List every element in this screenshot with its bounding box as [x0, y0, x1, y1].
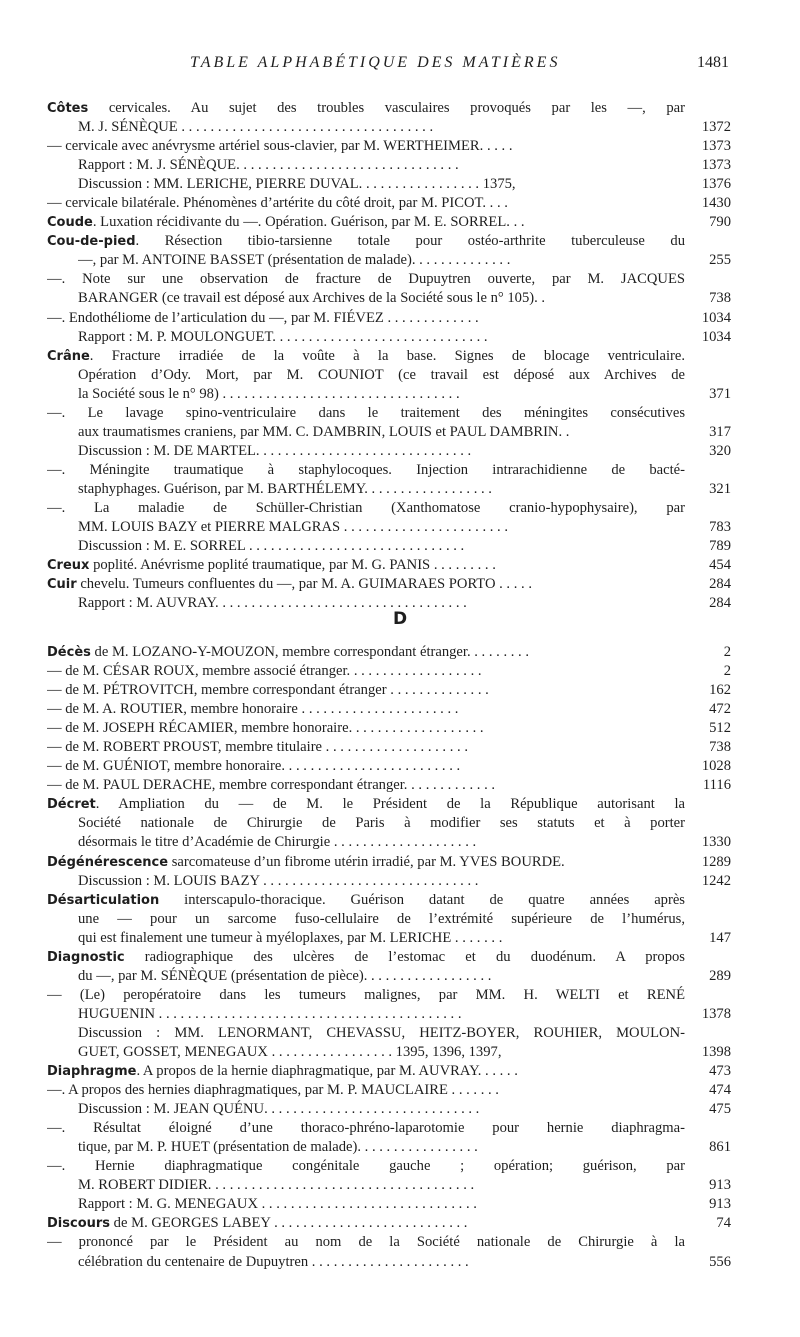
- page-reference: 284: [709, 576, 731, 593]
- index-entry-text: qui est finalement une tumeur à myéloplaxes, par M. LERICHE . . . . . . .: [78, 929, 503, 946]
- index-keyword: Diaphragme: [47, 1064, 137, 1080]
- index-line-text: [78, 480, 679, 499]
- index-line: [47, 385, 731, 404]
- index-line-text: [78, 967, 679, 986]
- index-line: [47, 700, 731, 719]
- index-line-text: [47, 1157, 685, 1176]
- section-letter: D: [392, 609, 408, 629]
- page-reference: 1028: [701, 758, 731, 775]
- index-entry-text: poplité. Anévrisme poplité traumatique, par M. G. PANIS . . . . . . . . .: [89, 557, 496, 574]
- index-entry-text: radiographique des ulcères de l’estomac et du duodénum. A propos: [124, 948, 685, 965]
- index-keyword: Crâne: [47, 348, 90, 364]
- index-line-text: [78, 251, 679, 270]
- index-line: [47, 1100, 731, 1119]
- page-reference: 2: [723, 644, 731, 660]
- index-line-text: [47, 461, 685, 480]
- index-line-text: [47, 575, 679, 594]
- index-entry-text: —. Méningite traumatique à staphylocoques. Injection intrarachidienne de bacté-: [47, 461, 685, 478]
- index-line-text: [78, 1005, 679, 1024]
- index-entry-text: — de M. PAUL DERACHE, membre correspondant étranger. . . . . . . . . . . . .: [47, 777, 496, 794]
- index-entry-text: —. Note sur une observation de fracture de Dupuytren ouverte, par M. JACQUES: [47, 271, 685, 288]
- index-entry-text: interscapulo-thoracique. Guérison datant de quatre années après: [159, 891, 685, 908]
- index-line-text: [78, 328, 679, 347]
- index-line: [47, 518, 731, 537]
- index-entry-text: — cervicale avec anévrysme artériel sous-clavier, par M. WERTHEIMER. . . . .: [47, 138, 513, 155]
- running-header: [0, 54, 800, 74]
- index-entries-d: [47, 643, 731, 1272]
- index-entry-text: —. Hernie diaphragmatique congénitale gauche ; opération; guérison, par: [47, 1158, 685, 1175]
- index-line: [47, 461, 685, 480]
- index-line: [47, 643, 731, 662]
- index-entry-text: — de M. ROBERT PROUST, membre titulaire . . . . . . . . . . . . . . . . . . . .: [47, 739, 468, 756]
- index-entry-text: de M. LOZANO-Y-MOUZON, membre correspondant étranger. . . . . . . . .: [90, 644, 529, 660]
- index-line: [47, 328, 731, 347]
- page-reference: 1372: [701, 119, 731, 136]
- index-entry-text: . Ampliation du — de M. le Président de la République autorisant la: [95, 796, 685, 813]
- index-entry-text: la Société sous le n° 98) . . . . . . . . . . . . . . . . . . . . . . . . . . . . . . . . .: [78, 385, 460, 402]
- page-reference: 913: [709, 1177, 731, 1194]
- page-number: 1481: [697, 54, 729, 71]
- index-line-text: [47, 499, 685, 518]
- index-line-text: [78, 423, 679, 442]
- index-entry-text: MM. LOUIS BAZY et PIERRE MALGRAS . . . . . . . . . . . . . . . . . . . . . . .: [78, 519, 508, 536]
- index-keyword: Décès: [47, 645, 91, 660]
- index-entries-c: [47, 99, 731, 613]
- index-line-text: [47, 776, 679, 795]
- index-keyword: Coude: [47, 215, 93, 231]
- index-entry-text: —. Résultat éloigné d’une thoraco-phréno-laparotomie pour hernie diaphragma-: [47, 1120, 685, 1137]
- page-reference: 473: [709, 1063, 731, 1080]
- index-line: [47, 175, 731, 194]
- index-line: [47, 251, 731, 270]
- index-entry-text: M. J. SÉNÈQUE . . . . . . . . . . . . . . . . . . . . . . . . . . . . . . . . . . .: [78, 119, 434, 136]
- index-keyword: Désarticulation: [47, 892, 160, 908]
- index-line-text: [47, 137, 679, 156]
- page-reference: 475: [709, 1101, 731, 1118]
- index-line: [47, 795, 685, 814]
- index-line: [47, 1214, 731, 1233]
- index-line-text: [47, 1062, 679, 1081]
- index-line-text: [47, 1119, 685, 1138]
- index-entry-text: . Fracture irradiée de la voûte à la base. Signes de blocage ventriculaire.: [89, 347, 685, 364]
- index-entry-text: Discussion : M. DE MARTEL. . . . . . . . . . . . . . . . . . . . . . . . . . . . . .: [78, 442, 472, 459]
- index-line-text: [47, 719, 679, 738]
- page-reference: 162: [709, 682, 731, 699]
- page-reference: 783: [709, 519, 731, 536]
- index-entry-text: —, par M. ANTOINE BASSET (présentation de malade). . . . . . . . . . . . . .: [78, 252, 511, 269]
- index-line: [47, 1253, 731, 1272]
- index-line: [47, 853, 731, 872]
- index-line-text: [47, 662, 679, 681]
- index-entry-text: — de M. CÉSAR ROUX, membre associé étranger. . . . . . . . . . . . . . . . . . .: [47, 663, 482, 680]
- index-line-text: [78, 1253, 679, 1272]
- index-line-text: [47, 99, 685, 118]
- index-entry-text: —. A propos des hernies diaphragmatiques, par M. P. MAUCLAIRE . . . . . . .: [47, 1082, 499, 1099]
- index-line-text: [47, 232, 685, 251]
- page-reference: 1373: [701, 157, 731, 174]
- index-line: [47, 537, 731, 556]
- page-reference: 861: [709, 1139, 731, 1156]
- index-entry-text: Rapport : M. J. SÉNÈQUE. . . . . . . . . . . . . . . . . . . . . . . . . . . . . . .: [78, 157, 459, 174]
- index-line-text: [78, 442, 679, 461]
- index-entry-text: Discussion : M. LOUIS BAZY . . . . . . . . . . . . . . . . . . . . . . . . . . . . . .: [78, 872, 479, 889]
- index-line-text: [78, 366, 685, 385]
- index-line: [47, 1233, 685, 1252]
- index-entry-text: — de M. A. ROUTIER, membre honoraire . . . . . . . . . . . . . . . . . . . . . .: [47, 701, 459, 718]
- index-line-text: [78, 537, 679, 556]
- index-line-text: [47, 948, 685, 967]
- index-line: [47, 757, 731, 776]
- page-reference: 1430: [701, 195, 731, 212]
- index-entry-text: Discussion : M. JEAN QUÉNU. . . . . . . . . . . . . . . . . . . . . . . . . . . . . .: [78, 1101, 480, 1118]
- page-reference: 1330: [701, 834, 731, 851]
- index-line-text: [78, 872, 679, 891]
- index-line-text: [78, 385, 679, 404]
- index-line: [47, 156, 731, 175]
- index-line: [47, 347, 685, 366]
- index-line: [47, 776, 731, 795]
- index-line: [47, 833, 731, 852]
- index-line-text: [47, 795, 685, 814]
- index-entry-text: BARANGER (ce travail est déposé aux Archives de la Société sous le n° 105). .: [78, 290, 546, 307]
- index-line: [47, 99, 685, 118]
- index-line: [47, 213, 731, 232]
- index-line: [47, 423, 731, 442]
- index-line: [47, 1081, 731, 1100]
- index-entry-text: . A propos de la hernie diaphragmatique, par M. AUVRAY. . . . . .: [136, 1063, 518, 1080]
- index-entry-text: désormais le titre d’Académie de Chirurgie . . . . . . . . . . . . . . . . . . . .: [78, 834, 477, 851]
- index-line: [47, 575, 731, 594]
- index-line: [47, 891, 685, 910]
- index-line: [47, 1024, 685, 1043]
- index-line: [47, 814, 685, 833]
- index-keyword: Cou-de-pied: [47, 234, 136, 250]
- index-entry-text: sarcomateuse d’un fibrome utérin irradié, par M. YVES BOURDE.: [168, 853, 565, 870]
- page-reference: 1116: [702, 777, 731, 794]
- page-reference: 320: [709, 442, 731, 459]
- index-entry-text: Discussion : M. E. SORREL . . . . . . . . . . . . . . . . . . . . . . . . . . . . . .: [78, 538, 465, 555]
- index-line: [47, 309, 731, 328]
- page-reference: 556: [709, 1253, 731, 1270]
- index-entry-text: Discussion : MM. LERICHE, PIERRE DUVAL. . . . . . . . . . . . . . . . . 1375,: [78, 176, 516, 193]
- index-line: [47, 1195, 731, 1214]
- page-reference: 738: [709, 739, 731, 756]
- page-reference: 913: [709, 1196, 731, 1213]
- index-entry-text: Société nationale de Chirurgie de Paris à modifier ses statuts et à porter: [78, 815, 685, 832]
- index-line-text: [78, 1195, 679, 1214]
- index-keyword: Discours: [47, 1216, 111, 1232]
- page-reference: 1378: [701, 1005, 731, 1022]
- index-line-text: [78, 1100, 679, 1119]
- index-line-text: [78, 289, 679, 308]
- index-entry-text: M. ROBERT DIDIER. . . . . . . . . . . . . . . . . . . . . . . . . . . . . . . . . . . . .: [78, 1177, 475, 1194]
- index-line-text: [78, 1024, 685, 1043]
- index-line-text: [78, 910, 685, 929]
- index-line: [47, 1176, 731, 1195]
- index-line-text: [47, 643, 679, 662]
- index-line: [47, 289, 731, 308]
- page-reference: 790: [709, 214, 731, 231]
- index-entry-text: — prononcé par le Président au nom de la Société nationale de Chirurgie à la: [47, 1234, 685, 1251]
- index-entry-text: — (Le) peropératoire dans les tumeurs malignes, par MM. H. WELTI et RENÉ: [47, 986, 685, 1003]
- index-keyword: Décret: [47, 797, 96, 813]
- index-line: [47, 442, 731, 461]
- index-entry-text: tique, par M. P. HUET (présentation de malade). . . . . . . . . . . . . . . . .: [78, 1139, 478, 1156]
- index-line: [47, 738, 731, 757]
- index-line: [47, 929, 731, 948]
- index-line-text: [78, 1043, 679, 1062]
- index-line: [47, 1043, 731, 1062]
- index-entry-text: chevelu. Tumeurs confluentes du —, par M. A. GUIMARAES PORTO . . . . .: [76, 576, 532, 593]
- index-line: [47, 232, 685, 251]
- index-line: [47, 872, 731, 891]
- index-entry-text: —. La maladie de Schüller-Christian (Xanthomatose cranio-hypophysaire), par: [47, 499, 685, 516]
- index-line-text: [47, 347, 685, 366]
- index-entry-text: Rapport : M. G. MENEGAUX . . . . . . . . . . . . . . . . . . . . . . . . . . . . . .: [78, 1196, 477, 1213]
- index-entry-text: de M. GEORGES LABEY . . . . . . . . . . . . . . . . . . . . . . . . . . .: [110, 1215, 468, 1232]
- index-entry-text: . Luxation récidivante du —. Opération. Guérison, par M. E. SORREL. . .: [92, 214, 525, 231]
- index-line-text: [47, 309, 679, 328]
- index-line-text: [78, 814, 685, 833]
- index-line-text: [47, 213, 679, 232]
- index-line: [47, 967, 731, 986]
- index-entry-text: cervicales. Au sujet des troubles vasculaires provoqués par les —, par: [88, 100, 685, 116]
- index-entry-text: HUGUENIN . . . . . . . . . . . . . . . . . . . . . . . . . . . . . . . . . . . . . . . . . .: [78, 1005, 462, 1022]
- index-line-text: [47, 757, 679, 776]
- index-line: [47, 1062, 731, 1081]
- page-reference: 472: [709, 701, 731, 718]
- index-line-text: [47, 270, 685, 289]
- index-line: [47, 556, 731, 575]
- index-keyword: Creux: [47, 558, 90, 574]
- index-entry-text: . Résection tibio-tarsienne totale pour ostéo-arthrite tuberculeuse du: [135, 233, 685, 250]
- index-keyword: Diagnostic: [47, 949, 125, 965]
- index-line-text: [47, 986, 685, 1005]
- page-reference: 74: [716, 1215, 731, 1232]
- index-line: [47, 1157, 685, 1176]
- index-line-text: [78, 175, 679, 194]
- index-line: [47, 948, 685, 967]
- index-line-text: [47, 194, 679, 213]
- index-entry-text: Rapport : M. AUVRAY. . . . . . . . . . . . . . . . . . . . . . . . . . . . . . . . . . .: [78, 595, 467, 612]
- index-line: [47, 404, 685, 423]
- index-line-text: [47, 1081, 679, 1100]
- index-line: [47, 137, 731, 156]
- page-reference: 1034: [701, 328, 731, 345]
- index-entry-text: staphyphages. Guérison, par M. BARTHÉLEMY. . . . . . . . . . . . . . . . . .: [78, 480, 492, 497]
- index-line: [47, 681, 731, 700]
- index-line-text: [78, 833, 679, 852]
- index-line-text: [47, 853, 679, 872]
- index-keyword: Cuir: [47, 577, 77, 593]
- index-line-text: [47, 738, 679, 757]
- page-reference: 789: [709, 538, 731, 555]
- index-line: [47, 194, 731, 213]
- page-reference: 321: [709, 480, 731, 497]
- index-line-text: [47, 404, 685, 423]
- index-line-text: [47, 556, 679, 575]
- index-entry-text: GUET, GOSSET, MENEGAUX . . . . . . . . . . . . . . . . . 1395, 1396, 1397,: [78, 1043, 502, 1060]
- index-entry-text: Opération d’Ody. Mort, par M. COUNIOT (ce travail est déposé aux Archives de: [78, 366, 685, 383]
- index-line: [47, 118, 731, 137]
- index-entry-text: —. Endothéliome de l’articulation du —, par M. FIÉVEZ . . . . . . . . . . . . .: [47, 309, 479, 326]
- index-line-text: [47, 1233, 685, 1252]
- index-line: [47, 986, 685, 1005]
- page-reference: 371: [709, 385, 731, 402]
- index-line-text: [47, 891, 685, 910]
- index-entry-text: du —, par M. SÉNÈQUE (présentation de pièce). . . . . . . . . . . . . . . . . .: [78, 967, 492, 984]
- page-reference: 474: [709, 1082, 731, 1099]
- page-reference: 2: [723, 663, 731, 680]
- index-line-text: [78, 1138, 679, 1157]
- index-entry-text: Discussion : MM. LENORMANT, CHEVASSU, HEITZ-BOYER, ROUHIER, MOULON-: [78, 1024, 685, 1041]
- index-line: [47, 1119, 685, 1138]
- index-line-text: [47, 681, 679, 700]
- index-line: [47, 662, 731, 681]
- index-line: [47, 366, 685, 385]
- index-entry-text: Rapport : M. P. MOULONGUET. . . . . . . . . . . . . . . . . . . . . . . . . . . . . .: [78, 328, 488, 345]
- page-reference: 1034: [701, 309, 731, 326]
- index-line-text: [78, 518, 679, 537]
- index-line-text: [78, 118, 679, 137]
- index-line: [47, 910, 685, 929]
- page-reference: 255: [709, 252, 731, 269]
- index-entry-text: — de M. PÉTROVITCH, membre correspondant étranger . . . . . . . . . . . . . .: [47, 682, 489, 699]
- page-reference: 1373: [701, 138, 731, 155]
- page-reference: 289: [709, 967, 731, 984]
- page-reference: 738: [709, 290, 731, 307]
- index-entry-text: — de M. GUÉNIOT, membre honoraire. . . . . . . . . . . . . . . . . . . . . . . . .: [47, 758, 461, 775]
- index-line: [47, 499, 685, 518]
- index-line: [47, 480, 731, 499]
- index-line-text: [78, 1176, 679, 1195]
- page-reference: 1376: [701, 176, 731, 193]
- index-entry-text: aux traumatismes craniens, par MM. C. DAMBRIN, LOUIS et PAUL DAMBRIN. .: [78, 423, 570, 440]
- page-reference: 147: [709, 929, 731, 946]
- index-line-text: [47, 700, 679, 719]
- index-line-text: [78, 929, 679, 948]
- index-entry-text: — de M. JOSEPH RÉCAMIER, membre honoraire. . . . . . . . . . . . . . . . . . .: [47, 720, 484, 737]
- page-reference: 317: [709, 423, 731, 440]
- index-line: [47, 270, 685, 289]
- index-keyword: Côtes: [47, 101, 89, 116]
- index-line: [47, 1138, 731, 1157]
- page-reference: 512: [709, 720, 731, 737]
- page-title: TABLE ALPHABÉTIQUE DES MATIÈRES: [190, 54, 561, 71]
- index-line-text: [78, 156, 679, 175]
- page-reference: 454: [709, 557, 731, 574]
- page-reference: 1242: [701, 872, 731, 889]
- index-line: [47, 719, 731, 738]
- index-entry-text: — cervicale bilatérale. Phénomènes d’artérite du côté droit, par M. PICOT. . . .: [47, 195, 508, 212]
- index-line-text: [47, 1214, 679, 1233]
- page-reference: 284: [709, 595, 731, 612]
- index-line: [47, 1005, 731, 1024]
- page-reference: 1398: [701, 1043, 731, 1060]
- index-keyword: Dégénérescence: [47, 854, 169, 870]
- index-entry-text: une — pour un sarcome fuso-cellulaire de l’extrémité supérieure de l’humérus,: [78, 910, 685, 927]
- page-reference: 1289: [701, 853, 731, 870]
- index-entry-text: —. Le lavage spino-ventriculaire dans le traitement des méningites consécutives: [47, 404, 685, 421]
- index-entry-text: célébration du centenaire de Dupuytren . . . . . . . . . . . . . . . . . . . . . .: [78, 1253, 469, 1270]
